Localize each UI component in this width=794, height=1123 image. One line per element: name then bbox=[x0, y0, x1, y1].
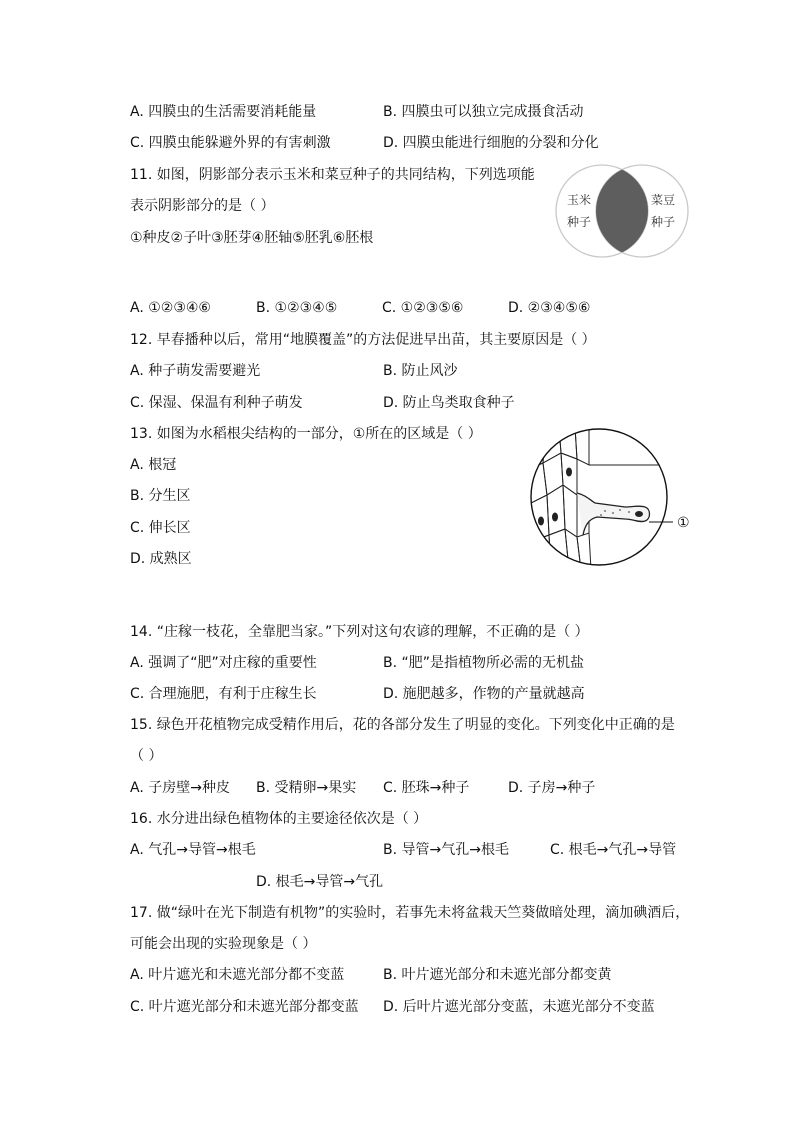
q11-option-b: B. ①②③④⑤ bbox=[256, 300, 338, 316]
q12-option-d: D. 防止鸟类取食种子 bbox=[383, 395, 515, 411]
root-hair-nucleus bbox=[635, 511, 643, 517]
q15-stem: 15. 绿色开花植物完成受精作用后，花的各部分发生了明显的变化。下列变化中正确的是 bbox=[130, 717, 675, 733]
q16-stem: 16. 水分进出绿色植物体的主要途径依次是（ ） bbox=[130, 811, 428, 827]
q11-option-d: D. ②③④⑤⑥ bbox=[508, 300, 591, 316]
q12-option-c: C. 保湿、保温有利种子萌发 bbox=[130, 395, 303, 411]
root-tip-figure bbox=[525, 425, 705, 570]
q17-stem-line1: 17. 做“绿叶在光下制造有机物”的实验时，若事先未将盆栽天竺葵做暗处理，滴加碘酒后， bbox=[130, 905, 690, 921]
q17-stem-line2: 可能会出现的实验现象是（ ） bbox=[130, 936, 317, 952]
venn-right-label-1: 菜豆 bbox=[650, 193, 676, 207]
q11-stem-line1: 11. 如图，阴影部分表示玉米和菜豆种子的共同结构，下列选项能 bbox=[130, 167, 535, 183]
venn-right-label-2: 种子 bbox=[650, 215, 676, 229]
root-tip-frame bbox=[531, 429, 667, 565]
q11-option-c: C. ①②③⑤⑥ bbox=[382, 300, 464, 316]
q16-option-c: C. 根毛→气孔→导管 bbox=[550, 842, 677, 858]
q13-option-d: D. 成熟区 bbox=[130, 551, 192, 567]
q12-option-b: B. 防止风沙 bbox=[383, 363, 458, 379]
q12-stem: 12. 早春播种以后，常用“地膜覆盖”的方法促进早出苗，其主要原因是（ ） bbox=[130, 332, 596, 348]
q15-option-b: B. 受精卵→果实 bbox=[256, 780, 357, 796]
q11-items: ①种皮②子叶③胚芽④胚轴⑤胚乳⑥胚根 bbox=[130, 230, 374, 246]
q17-option-c: C. 叶片遮光部分和未遮光部分都变蓝 bbox=[130, 999, 359, 1015]
venn-left-label-1: 玉米 bbox=[566, 193, 592, 207]
q11-option-a: A. ①②③④⑥ bbox=[130, 300, 211, 316]
venn-left-label-2: 种子 bbox=[566, 215, 592, 229]
q11-stem-line2: 表示阴影部分的是（ ） bbox=[130, 198, 275, 214]
q15-option-d: D. 子房→种子 bbox=[508, 780, 596, 796]
q14-option-b: B. “肥”是指植物所必需的无机盐 bbox=[383, 655, 585, 671]
q10-option-a: A. 四膜虫的生活需要消耗能量 bbox=[130, 104, 317, 120]
q15-paren: （ ） bbox=[130, 748, 163, 764]
q17-option-b: B. 叶片遮光部分和未遮光部分都变黄 bbox=[383, 967, 612, 983]
q14-option-d: D. 施肥越多，作物的产量就越高 bbox=[383, 686, 585, 702]
q17-option-a: A. 叶片遮光和未遮光部分都不变蓝 bbox=[130, 967, 345, 983]
q14-option-c: C. 合理施肥，有利于庄稼生长 bbox=[130, 686, 317, 702]
q13-option-a: A. 根冠 bbox=[130, 457, 177, 473]
figure-label-1: ① bbox=[677, 515, 690, 531]
q15-option-c: C. 胚珠→种子 bbox=[383, 780, 470, 796]
q10-option-d: D. 四膜虫能进行细胞的分裂和分化 bbox=[383, 135, 599, 151]
q14-stem: 14. “庄稼一枝花，全靠肥当家。”下列对这句农谚的理解，不正确的是（ ） bbox=[130, 624, 589, 640]
q15-option-a: A. 子房壁→种皮 bbox=[130, 780, 230, 796]
q10-option-b: B. 四膜虫可以独立完成摄食活动 bbox=[383, 104, 584, 120]
q13-option-c: C. 伸长区 bbox=[130, 520, 191, 536]
venn-diagram bbox=[545, 162, 695, 260]
q12-option-a: A. 种子萌发需要避光 bbox=[130, 363, 261, 379]
q16-option-a: A. 气孔→导管→根毛 bbox=[130, 842, 256, 858]
q17-option-d: D. 后叶片遮光部分变蓝，未遮光部分不变蓝 bbox=[383, 999, 655, 1015]
q16-option-b: B. 导管→气孔→根毛 bbox=[383, 842, 509, 858]
q13-stem: 13. 如图为水稻根尖结构的一部分，①所在的区域是（ ） bbox=[130, 426, 482, 442]
q13-option-b: B. 分生区 bbox=[130, 488, 191, 504]
q10-option-c: C. 四膜虫能躲避外界的有害刺激 bbox=[130, 135, 331, 151]
q14-option-a: A. 强调了“肥”对庄稼的重要性 bbox=[130, 655, 317, 671]
q16-option-d: D. 根毛→导管→气孔 bbox=[256, 874, 384, 890]
